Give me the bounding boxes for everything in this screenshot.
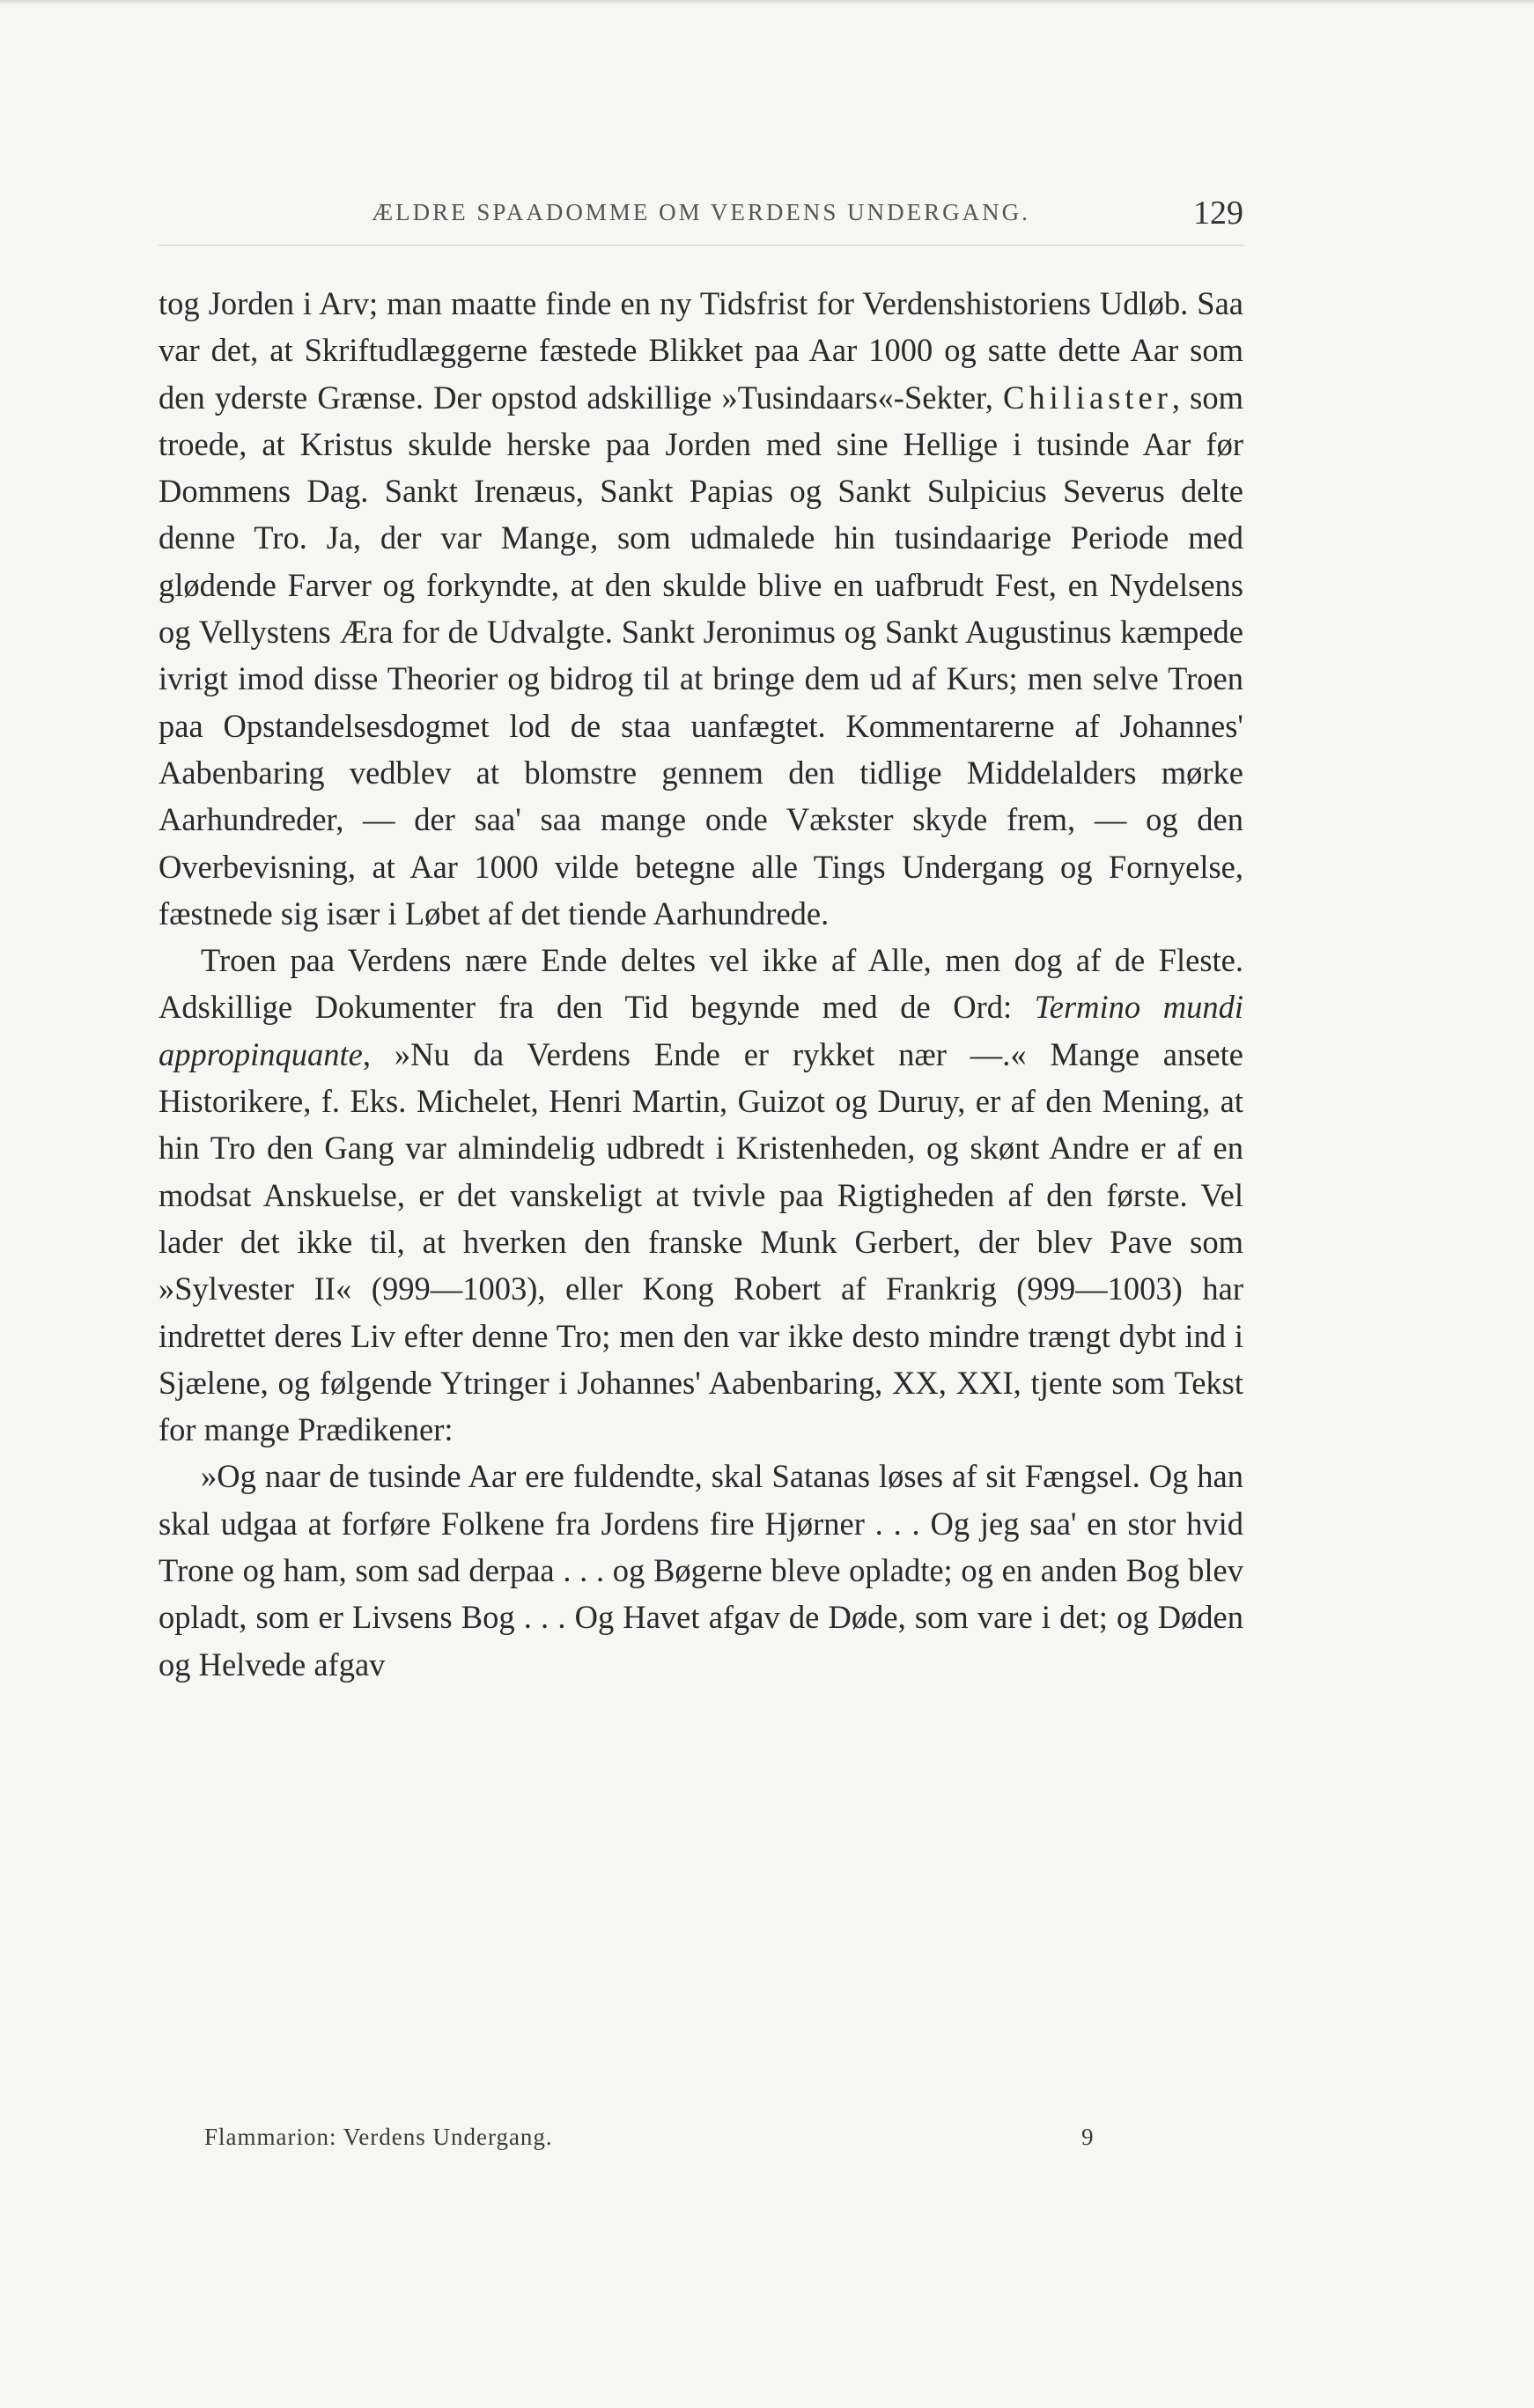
paragraph — [159, 937, 1243, 1453]
header-rule — [159, 245, 1243, 246]
text-segment: , »Nu da Verdens Ende er rykket nær —.« Mange ansete Historikere, f. Eks. Michelet, Henri Martin, Guizot og Duruy, er af den Mening, at hin Tro den Gang var almindelig udbredt i Kristenheden, og skønt Andre er af en modsat Anskuelse, er det vanskeligt at tvivle paa Rigtigheden af den første. Vel lader det ikke til, at hverken den franske Munk Gerbert, der blev Pave som »Sylvester II« (999—1003), eller Kong Robert af Frankrig (999—1003) har indrettet deres Liv efter denne Tro; men den var ikke desto mindre trængt dybt ind i Sjælene, og følgende Ytringer i Johannes' Aabenbaring, XX, XXI, tjente som Tekst for mange Prædikener: — [159, 1035, 1243, 1448]
paragraph — [159, 280, 1243, 937]
page-footer — [204, 2124, 1120, 2159]
page-number: 129 — [1193, 195, 1243, 232]
spaced-term: Chiliaster — [1002, 379, 1172, 416]
page-header — [159, 195, 1243, 239]
printer-signature: Flammarion: Verdens Undergang. — [204, 2124, 553, 2150]
paragraph — [159, 1453, 1243, 1687]
latin-phrase: Termino mundi appropinquante — [159, 989, 1244, 1072]
signature-number: 9 — [1081, 2124, 1094, 2150]
page-top-edge — [0, 0, 1534, 5]
running-head: ÆLDRE SPAADOMME OM VERDENS UNDERGANG. — [372, 199, 1030, 225]
text-segment: tog Jorden i Arv; man maatte finde en ny Tidsfrist for Verdenshistoriens Udløb. Saa var det, at Skriftudlæggerne fæstede Blikket paa Aar 1000 og satte dette Aar som den yderste Grænse. Der opstod adskillige »Tusindaars«-Sekter, — [159, 285, 1243, 416]
body-text — [159, 280, 1243, 1688]
text-segment: Troen paa Verdens nære Ende deltes vel ikke af Alle, men dog af de Fleste. Adskillige Dokumenter fra den Tid begynde med de Ord: — [159, 942, 1243, 1026]
text-segment: »Og naar de tusinde Aar ere fuldendte, skal Satanas løses af sit Fængsel. Og han skal udgaa at forføre Folkene fra Jordens fire Hjørner . . . Og jeg saa' en stor hvid Trone og ham, som sad derpaa . . . og Bøgerne bleve opladte; og en anden Bog blev opladt, som er Livsens Bog . . . Og Havet afgav de Døde, som vare i det; og Døden og Helvede afgav — [159, 1458, 1243, 1683]
text-segment: , som troede, at Kristus skulde herske paa Jorden med sine Hellige i tusinde Aar før Dommens Dag. Sankt Irenæus, Sankt Papias og Sankt Sulpicius Severus delte denne Tro. Ja, der var Mange, som udmalede hin tusindaarige Periode med glødende Farver og forkyndte, at den skulde blive en uafbrudt Fest, en Nydelsens og Vellystens Æra for de Udvalgte. Sankt Jeronimus og Sankt Augustinus kæmpede ivrigt imod disse Theorier og bidrog til at bringe dem ud af Kurs; men selve Troen paa Opstandelsesdogmet lod de staa uanfægtet. Kommentarerne af Johannes' Aabenbaring vedblev at blomstre gennem den tidlige Middelalders mørke Aarhundreder, — der saa' saa mange onde Vækster skyde frem, — og den Overbevisning, at Aar 1000 vilde betegne alle Tings Undergang og Fornyelse, fæstnede sig især i Løbet af det tiende Aarhundrede. — [159, 379, 1243, 932]
